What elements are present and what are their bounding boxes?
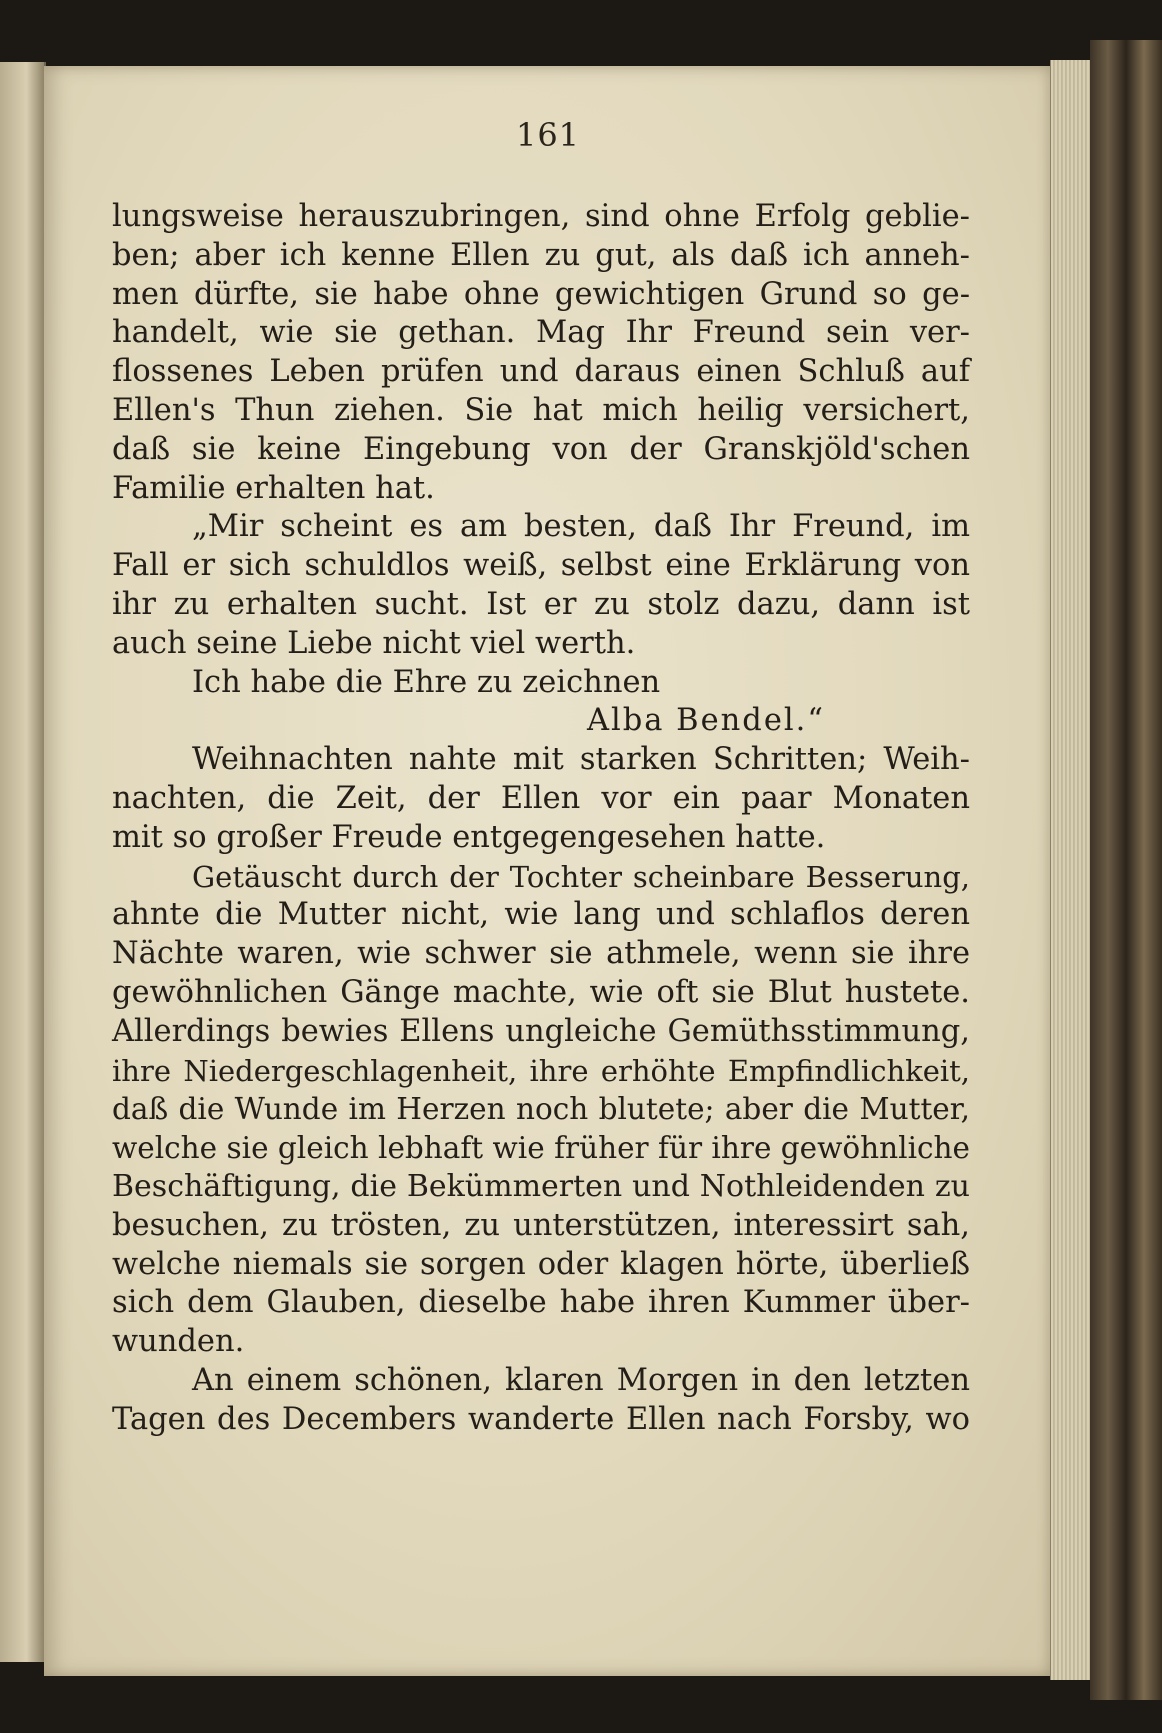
text-line: Tagen des Decembers wanderte Ellen nach Forsby, wo: [112, 1401, 970, 1437]
text-line: flossenes Leben prüfen und daraus einen Schluß auf: [112, 354, 970, 390]
body-text: [112, 198, 970, 1440]
text-line: Nächte waren, wie schwer sie athmele, wenn sie ihre: [112, 936, 970, 972]
text-line: nachten, die Zeit, der Ellen vor ein paar Monaten: [112, 780, 970, 816]
text-line: Getäuscht durch der Tochter scheinbare Besserung,: [192, 859, 970, 894]
text-line: daß sie keine Eingebung von der Granskjöld'schen: [112, 431, 970, 467]
text-line: men dürfte, sie habe ohne gewichtigen Grund so ge-: [112, 276, 970, 312]
text-line: Ellen's Thun ziehen. Sie hat mich heilig versichert,: [112, 392, 970, 428]
text-line: ahnte die Mutter nicht, wie lang und schlaflos deren: [112, 897, 970, 933]
text-line: sich dem Glauben, dieselbe habe ihren Kummer über-: [112, 1285, 970, 1321]
text-line: daß die Wunde im Herzen noch blutete; aber die Mutter,: [112, 1092, 970, 1127]
text-line: welche niemals sie sorgen oder klagen hörte, überließ: [112, 1246, 970, 1282]
text-line: ihr zu erhalten sucht. Ist er zu stolz dazu, dann ist: [112, 586, 970, 622]
previous-page-edge: [0, 62, 46, 1662]
text-line: welche sie gleich lebhaft wie früher für ihre gewöhnliche: [112, 1131, 970, 1166]
text-line: „Mir scheint es am besten, daß Ihr Freund, im: [192, 509, 970, 545]
book-page: [44, 66, 1052, 1676]
text-line: auch seine Liebe nicht viel werth.: [112, 625, 636, 661]
text-line: Familie erhalten hat.: [112, 470, 435, 506]
text-line: Beschäftigung, die Bekümmerten und Nothleidenden zu: [112, 1168, 970, 1204]
text-line: ben; aber ich kenne Ellen zu gut, als daß ich anneh-: [112, 237, 970, 273]
book-cover-edge: [1090, 40, 1162, 1700]
text-line: ihre Niedergeschlagenheit, ihre erhöhte Empfindlichkeit,: [112, 1053, 970, 1088]
text-line: lungsweise herauszubringen, sind ohne Erfolg geblie-: [112, 199, 970, 234]
page-number: 161: [515, 116, 581, 154]
text-line: gewöhnlichen Gänge machte, wie oft sie Blut hustete.: [112, 974, 970, 1010]
text-line: handelt, wie sie gethan. Mag Ihr Freund sein ver-: [112, 315, 970, 351]
text-line: Ich habe die Ehre zu zeichnen: [192, 664, 661, 700]
page-edges: [1050, 60, 1091, 1680]
text-line: mit so großer Freude entgegengesehen hatte.: [112, 819, 826, 855]
text-line: Fall er sich schuldlos weiß, selbst eine Erklärung von: [112, 548, 970, 584]
text-line: wunden.: [112, 1324, 245, 1360]
text-line: An einem schönen, klaren Morgen in den letzten: [192, 1362, 970, 1398]
text-line: Allerdings bewies Ellens ungleiche Gemüthsstimmung,: [112, 1013, 970, 1049]
text-line: Alba Bendel.“: [587, 703, 825, 739]
text-line: Weihnachten nahte mit starken Schritten; Weih-: [192, 742, 970, 778]
text-line: besuchen, zu trösten, zu unterstützen, interessirt sah,: [112, 1207, 970, 1243]
